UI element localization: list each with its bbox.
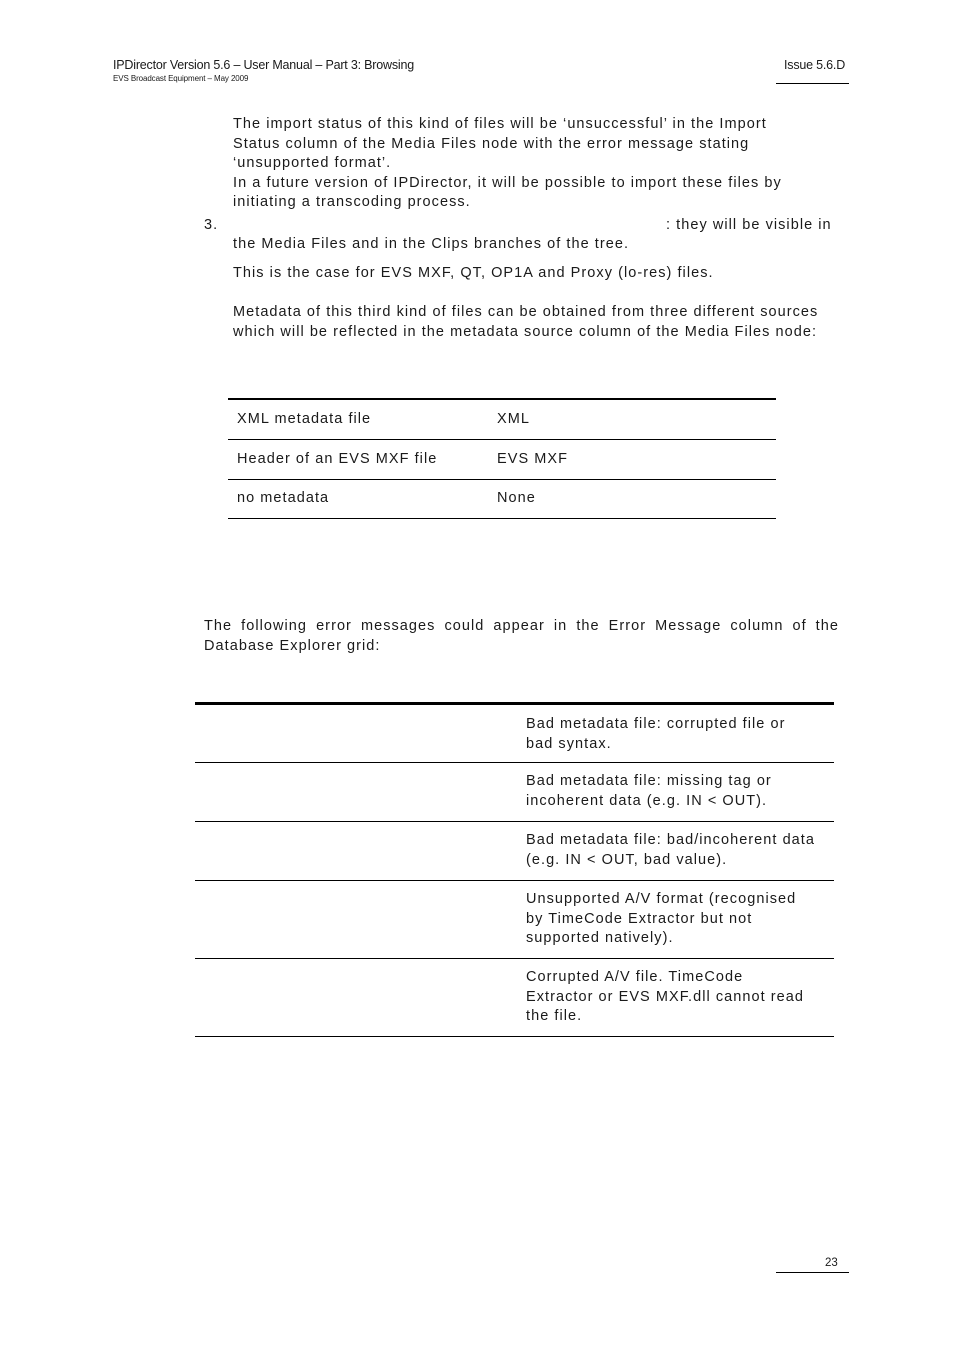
table-row [228,439,776,479]
error-message-cell [195,822,526,881]
text-line: Bad metadata file: missing tag or [526,773,772,789]
text-line: Metadata of this third kind of files can be obtained from three different sources [233,304,819,320]
table-row [195,763,834,822]
text-line: Bad metadata file: bad/incoherent data [526,832,815,848]
text-line: (e.g. IN < OUT, bad value). [526,851,728,868]
list-item-number: 3. [204,217,219,233]
text-line: bad syntax. [526,735,612,752]
table-cell: XML [497,411,530,427]
document-title: IPDirector Version 5.6 – User Manual – Part 3: Browsing [113,58,414,72]
error-description-cell [526,822,834,881]
list-item-text: : they will be visible in [666,217,832,233]
error-message-cell [195,763,526,822]
paragraph-import-status [233,115,782,213]
metadata-source-table [228,398,776,519]
table-cell: Header of an EVS MXF file [237,450,438,467]
text-line: Unsupported A/V format (recognised [526,891,797,907]
text-line: Corrupted A/V file. TimeCode [526,969,744,985]
text-line: initiating a transcoding process. [233,194,471,210]
table-row [195,704,834,763]
paragraph-metadata-sources [233,303,818,342]
table-cell: no metadata [237,489,330,506]
issue-label: Issue 5.6.D [784,58,846,72]
error-message-cell [195,704,526,763]
table-row [195,822,834,881]
error-message-table [195,702,834,1037]
text-line: which will be reflected in the metadata source column of the Media Files node: [233,323,818,340]
page-number: 23 [825,1257,838,1269]
footer-rule [776,1272,849,1273]
error-description-cell [526,763,834,822]
text-line: Bad metadata file: corrupted file or [526,716,786,732]
table-row [228,479,776,518]
table-cell: None [497,489,536,506]
table-row [195,959,834,1037]
text-line: ‘unsupported format’. [233,155,392,171]
text-line: Database Explorer grid: [204,637,381,654]
text-line: Extractor or EVS MXF.dll cannot read [526,988,804,1005]
text-line: Status column of the Media Files node with the error message stating [233,135,750,152]
error-description-cell [526,881,834,959]
paragraph-file-types: This is the case for EVS MXF, QT, OP1A and Proxy (lo-res) files. [233,265,714,281]
error-message-cell [195,959,526,1037]
error-description-cell [526,959,834,1037]
error-description-cell [526,704,834,763]
table-cell: XML metadata file [237,411,372,427]
error-message-cell [195,881,526,959]
text-line: The following error messages could appear in the Error Message column of the [204,618,839,634]
list-item-text: the Media Files and in the Clips branches of the tree. [233,236,630,252]
text-line: supported natively). [526,930,674,946]
text-line: incoherent data (e.g. IN < OUT). [526,792,768,809]
text-line: by TimeCode Extractor but not [526,910,753,927]
text-line: The import status of this kind of files will be ‘unsuccessful’ in the Import [233,116,767,132]
table-cell: EVS MXF [497,450,568,467]
document-subtitle: EVS Broadcast Equipment – May 2009 [113,74,249,83]
header-rule [776,83,849,84]
table-row [195,881,834,959]
paragraph-error-messages [204,617,839,656]
text-line: the file. [526,1008,583,1024]
text-line: In a future version of IPDirector, it will be possible to import these files by [233,174,782,191]
table-row [228,399,776,439]
